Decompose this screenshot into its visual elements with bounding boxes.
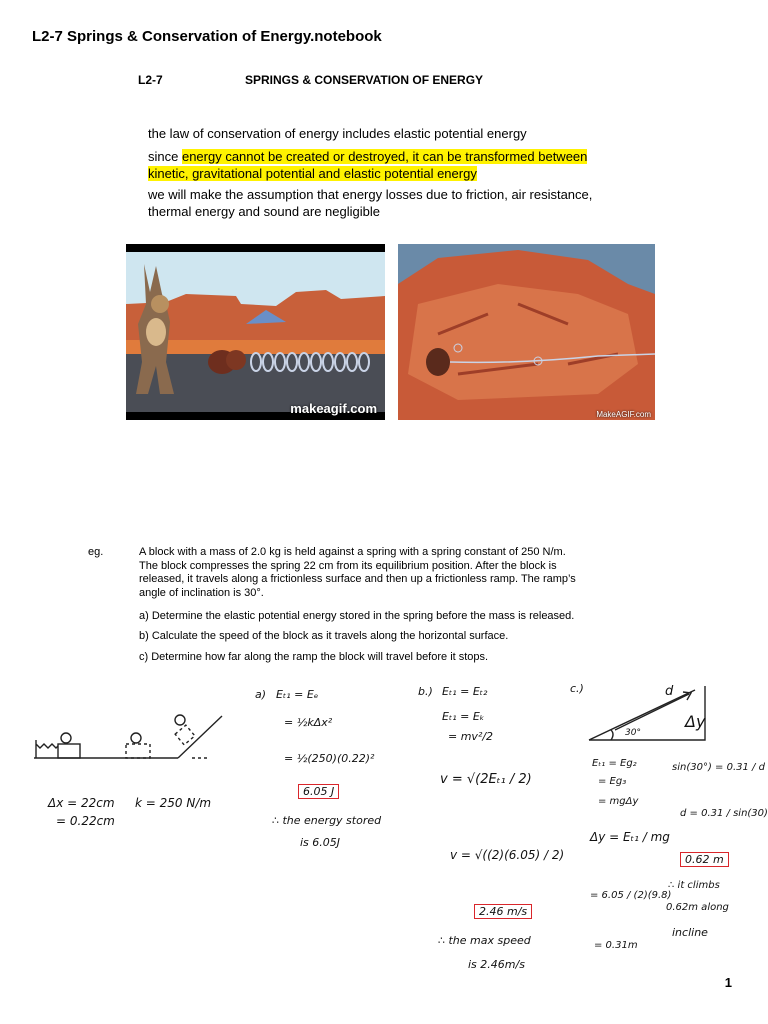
- hw-c-line: = 6.05 / (2)(9.8): [590, 890, 672, 901]
- hw-b-line: v = √((2)(6.05) / 2): [450, 848, 565, 862]
- notebook-title: L2-7 Springs & Conservation of Energy.notebook: [32, 28, 382, 45]
- part-a: a) Determine the elastic potential energy stored in the spring before the mass is released.: [139, 610, 575, 622]
- hw-b-conclusion: is 2.46m/s: [468, 958, 525, 971]
- page-number: 1: [724, 975, 732, 990]
- hw-c-line: = Eg₃: [598, 776, 627, 787]
- hw-b-line: Eₜ₁ = Eₖ: [442, 710, 485, 723]
- rock-spring-image: [398, 244, 655, 420]
- hw-c-line: Δy = Eₜ₁ / mg: [590, 830, 670, 844]
- hw-c-line: = mgΔy: [598, 796, 639, 807]
- hw-a-conclusion: is 6.05J: [300, 836, 341, 849]
- hw-b-line: v = √(2Eₜ₁ / 2): [440, 772, 532, 787]
- hw-c-label: c.): [570, 682, 584, 695]
- highlight-text: kinetic, gravitational potential and elastic potential energy: [148, 166, 477, 181]
- problem-statement: [139, 546, 659, 600]
- intro-line: the law of conservation of energy includes elastic potential energy: [148, 126, 527, 141]
- watermark: makeagif.com: [290, 401, 377, 416]
- hw-a-line: = ½kΔx²: [284, 716, 333, 729]
- hw-b-line: = mv²/2: [448, 730, 494, 743]
- hw-b-line: Eₜ₁ = Eₜ₂: [442, 685, 488, 698]
- watermark: MakeAGIF.com: [596, 410, 651, 419]
- hw-a-line: = ½(250)(0.22)²: [284, 752, 375, 765]
- part-b: b) Calculate the speed of the block as it travels along the horizontal surface.: [139, 630, 509, 642]
- hw-a-answer: 6.05 J: [298, 784, 339, 799]
- hw-c-conclusion: 0.62m along: [666, 902, 729, 913]
- spring-block-diagram: [30, 700, 250, 780]
- hw-given-k: k = 250 N/m: [135, 796, 212, 810]
- hw-b-answer: 2.46 m/s: [474, 904, 532, 919]
- hw-dy-label: Δy: [685, 712, 706, 731]
- problem-line: The block compresses the spring 22 cm from its equilibrium position. After the block is: [139, 559, 557, 572]
- hw-d-label: d: [665, 684, 674, 699]
- hw-c-right: sin(30°) = 0.31 / d: [672, 762, 765, 773]
- assumption-line: we will make the assumption that energy losses due to friction, air resistance,: [148, 187, 593, 202]
- problem-line: released, it travels along a frictionless surface and then up a frictionless ramp. The ramp’s: [139, 573, 576, 585]
- assumption-paragraph: [148, 186, 648, 220]
- hw-c-line: = 0.31m: [594, 940, 638, 951]
- hw-c-conclusion: ∴ it climbs: [668, 880, 720, 891]
- part-c: c) Determine how far along the ramp the block will travel before it stops.: [139, 651, 489, 663]
- hw-b-label: b.): [418, 685, 433, 698]
- highlight-text: energy cannot be created or destroyed, it can be transformed between: [181, 149, 588, 164]
- problem-line: A block with a mass of 2.0 kg is held against a spring with a spring constant of 250 N/m.: [139, 546, 566, 558]
- hw-c-right: d = 0.31 / sin(30): [680, 808, 768, 819]
- hw-c-line: Eₜ₁ = Eg₂: [592, 758, 637, 769]
- hw-a-conclusion: ∴ the energy stored: [272, 814, 382, 827]
- hw-a-line: Eₜ₁ = Eₑ: [276, 688, 319, 701]
- since-paragraph: [148, 148, 648, 182]
- problem-line: angle of inclination is 30°.: [139, 586, 264, 599]
- ramp-diagram: [585, 680, 735, 750]
- assumption-line: thermal energy and sound are negligible: [148, 204, 380, 219]
- hw-c-answer: 0.62 m: [680, 852, 729, 867]
- since-prefix: since: [148, 149, 182, 164]
- hw-c-conclusion: incline: [672, 926, 708, 939]
- hw-b-conclusion: ∴ the max speed: [438, 934, 531, 947]
- lesson-code: L2-7: [138, 73, 163, 87]
- hw-angle-label: 30°: [625, 728, 641, 738]
- example-label: eg.: [88, 546, 104, 558]
- hw-given-dx2: = 0.22cm: [56, 814, 115, 828]
- hw-given-dx: Δx = 22cm: [48, 796, 115, 810]
- coyote-spring-image: [126, 244, 385, 420]
- lesson-heading: SPRINGS & CONSERVATION OF ENERGY: [245, 73, 484, 87]
- hw-a-label: a): [255, 688, 267, 701]
